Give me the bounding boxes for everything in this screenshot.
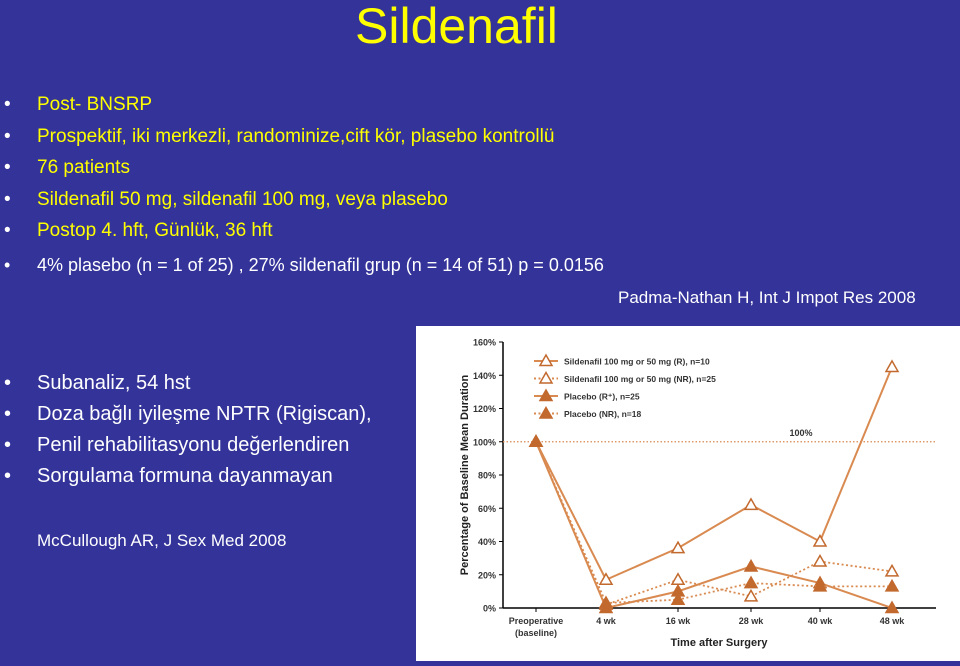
bottom-bullet-list: [4, 368, 372, 492]
reference-citation: Padma-Nathan H, Int J Impot Res 2008: [618, 288, 916, 307]
bullet-icon: •: [4, 434, 12, 456]
bullet-text: Sorgulama formuna dayanmayan: [37, 465, 333, 487]
legend-marker: [540, 373, 552, 384]
bullet-icon: •: [4, 94, 11, 115]
bullet-text: 76 patients: [37, 157, 130, 178]
x-tick-label: 28 wk: [738, 616, 764, 626]
bullet-text: Subanaliz, 54 hst: [37, 372, 191, 394]
y-tick-label: 160%: [472, 337, 496, 348]
bullet-text: Postop 4. hft, Günlük, 36 hft: [37, 220, 273, 241]
series-line: [536, 442, 892, 605]
bullet-icon: •: [4, 372, 12, 394]
bullet-text: Penil rehabilitasyonu değerlendiren: [37, 434, 350, 456]
top-bullet-list: [4, 89, 604, 281]
bullet-icon: •: [4, 254, 11, 275]
list-item: [4, 461, 372, 492]
y-tick-label: 80%: [477, 470, 496, 481]
chart-svg: [416, 326, 960, 661]
legend-label: Sildenafil 100 mg or 50 mg (R), n=10: [564, 356, 710, 367]
x-tick-label: 16 wk: [665, 616, 691, 626]
bullet-text: Post- BNSRP: [37, 94, 153, 115]
bullet-icon: •: [4, 188, 11, 210]
legend-marker: [540, 408, 552, 419]
x-tick-label: (baseline): [514, 628, 558, 638]
list-item: [4, 250, 604, 282]
list-item: [4, 152, 604, 184]
bullet-icon: •: [4, 465, 12, 487]
reference-line-label: 100%: [789, 427, 813, 438]
bullet-icon: •: [4, 157, 11, 178]
bullet-icon: •: [4, 220, 11, 241]
x-axis-title: Time after Surgery: [670, 637, 768, 649]
data-point: [745, 560, 757, 571]
data-point: [745, 577, 757, 588]
series-line: [536, 442, 892, 608]
y-axis-title: Percentage of Baseline Mean Duration: [459, 374, 471, 576]
bullet-text: 4% plasebo (n = 1 of 25) , 27% sildenafil grup (n = 14 of 51) p = 0.0156: [37, 254, 604, 275]
list-item: [4, 430, 372, 461]
slide-title: Sildenafil: [355, 0, 558, 54]
list-item: [4, 215, 604, 247]
data-point: [886, 361, 898, 372]
y-tick-label: 100%: [472, 437, 496, 448]
y-tick-label: 140%: [472, 370, 496, 381]
x-tick-label: 40 wk: [807, 616, 833, 626]
bullet-text: Doza bağlı iyileşme NPTR (Rigiscan),: [37, 403, 372, 425]
bullet-icon: •: [4, 125, 11, 147]
data-point: [530, 436, 542, 447]
legend-label: Sildenafil 100 mg or 50 mg (NR), n=25: [564, 374, 716, 384]
data-point: [600, 574, 612, 585]
bullet-text: Prospektif, iki merkezli, randominize,cift kör, plasebo kontrollü: [37, 125, 555, 147]
bullet-icon: •: [4, 403, 12, 425]
legend-label: Placebo (R⁺), n=25: [564, 391, 640, 402]
y-tick-label: 120%: [472, 404, 496, 414]
data-point: [672, 574, 684, 585]
y-tick-label: 0%: [482, 603, 496, 614]
line-chart: [416, 326, 960, 661]
data-point: [745, 499, 757, 510]
data-point: [814, 555, 826, 566]
data-point: [814, 536, 826, 547]
y-tick-label: 20%: [477, 570, 496, 581]
y-tick-label: 40%: [477, 537, 496, 547]
y-tick-label: 60%: [477, 503, 496, 514]
bullet-text: Sildenafil 50 mg, sildenafil 100 mg, veya plasebo: [37, 188, 448, 210]
list-item: [4, 89, 604, 121]
x-tick-label: 4 wk: [596, 616, 616, 626]
list-item: [4, 121, 604, 153]
legend-label: Placebo (NR), n=18: [564, 409, 642, 419]
data-point: [672, 542, 684, 553]
list-item: [4, 368, 372, 399]
list-item: [4, 184, 604, 216]
x-tick-label: 48 wk: [879, 616, 905, 626]
reference-citation: McCullough AR, J Sex Med 2008: [37, 531, 287, 550]
x-tick-label: Preoperative: [508, 616, 564, 626]
list-item: [4, 399, 372, 430]
